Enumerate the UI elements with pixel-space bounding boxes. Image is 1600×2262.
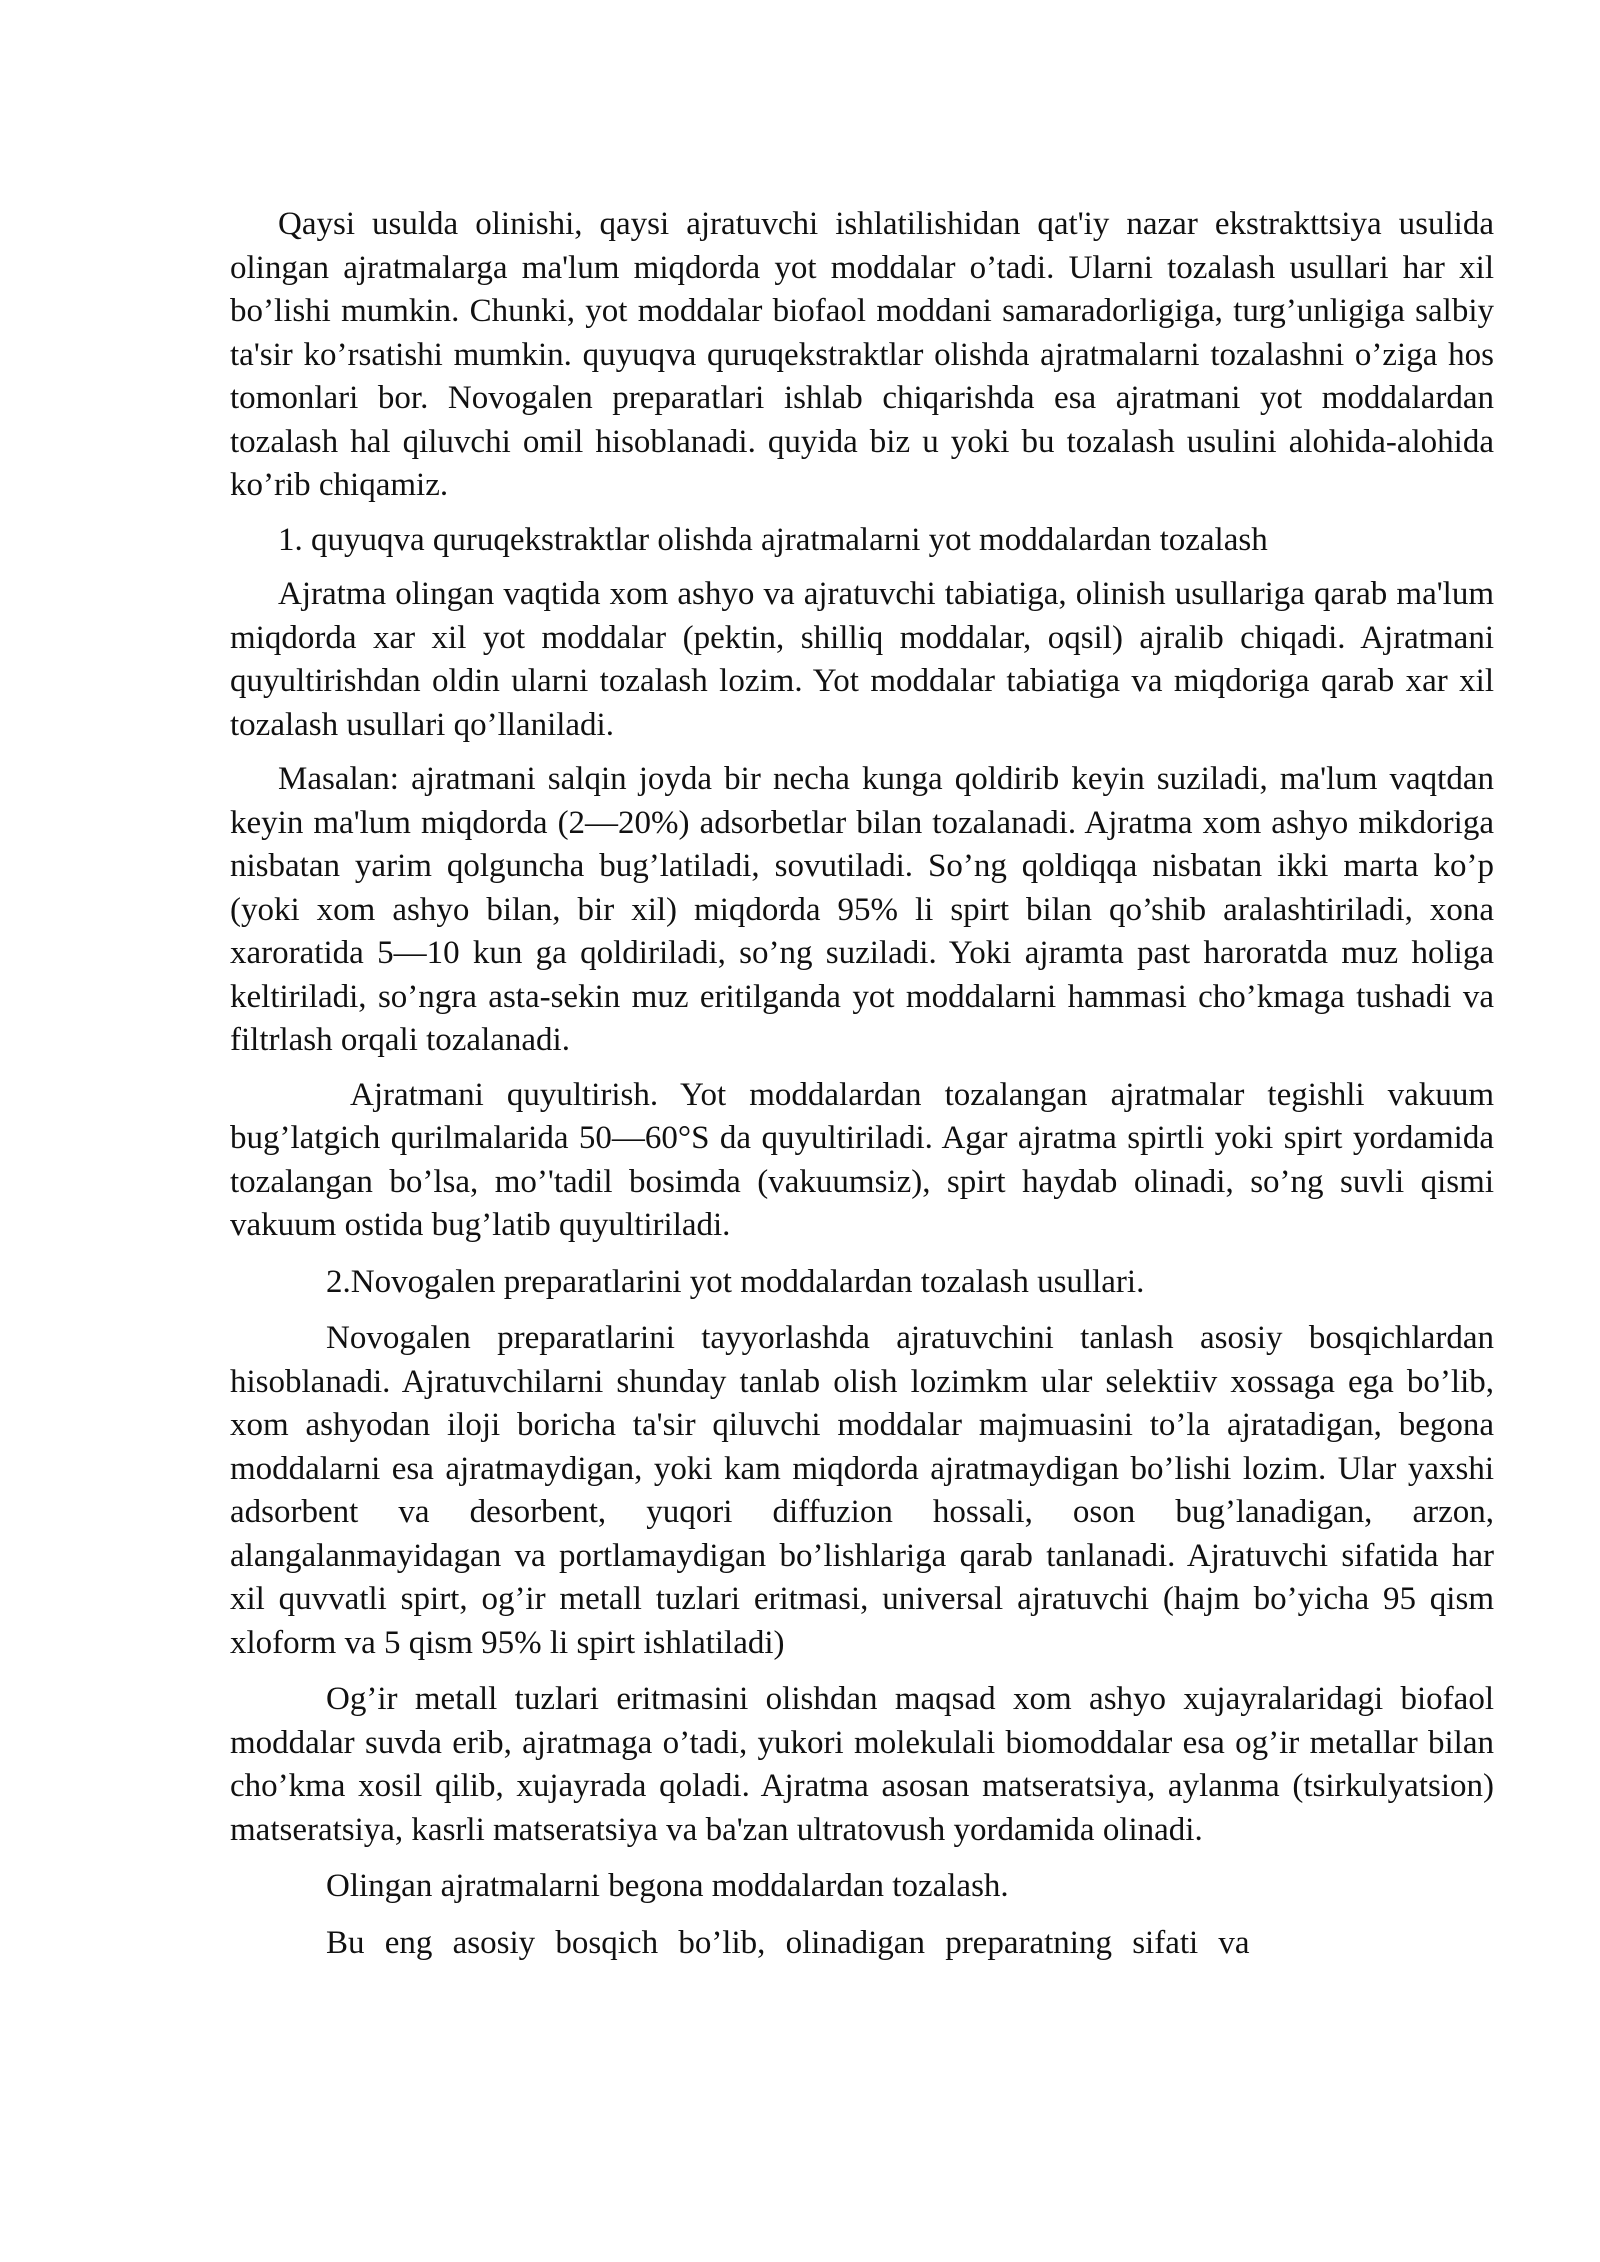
paragraph-impurities: Ajratma olingan vaqtida xom ashyo va ajratuvchi tabiatiga, olinish usullariga qarab ma'lum miqdorda xar xil yot moddalar (pektin, shilliq moddalar, oqsil) ajralib chiqadi. Ajratmani quyultirishdan oldin ularni tozalash lozim. Yot moddalar tabiatiga va miqdoriga qarab xar xil tozalash usullari qo’llaniladi.: [230, 576, 1494, 743]
paragraph-concentration: Ajratmani quyultirish. Yot moddalardan tozalangan ajratmalar tegishli vakuum bug’latgich qurilmalarida 50—60°S da quyultiriladi. Agar ajratma spirtli yoki spirt yordamida tozalangan bo’lsa, mo’'tadil bosimda (vakuumsiz), spirt haydab olinadi, so’ng suvli qismi vakuum ostida bug’latib quyultiriladi.: [230, 1076, 1494, 1243]
paragraph-solvent-selection: Novogalen preparatlarini tayyorlashda ajratuvchini tanlash asosiy bosqichlardan hisoblanadi. Ajratuvchilarni shunday tanlab olish lozimkm ular selektiiv xossaga ega bo’lib, xom ashyodan iloji boricha ta'sir qiluvchi moddalar majmuasini to’la ajratadigan, begona moddalarni esa ajratmaydigan, yoki kam miqdorda ajratmaydigan bo’lishi lozim. Ular yaxshi adsorbent va desorbent, yuqori diffuzion hossali, oson bug’lanadigan, arzon, alangalanmayidagan va portlamaydigan bo’lishlariga qarab tanlanadi. Ajratuvchi sifatida har xil quvvatli spirt, og’ir metall tuzlari eritmasi, universal ajratuvchi (hajm bo’yicha 95 qism xloform va 5 qism 95% li spirt ishlatiladi): [230, 1320, 1494, 1661]
paragraph-example: Masalan: ajratmani salqin joyda bir necha kunga qoldirib keyin suziladi, ma'lum vaqtdan keyin ma'lum miqdorda (2—20%) adsorbetlar bilan tozalanadi. Ajratma xom ashyo mikdoriga nisbatan yarim qolguncha bug’latiladi, sovutiladi. So’ng qoldiqqa nisbatan ikki marta ko’p (yoki xom ashyo bilan, bir xil) miqdorda 95% li spirt bilan qo’shib aralashtiriladi, xona xaroratida 5—10 kun ga qoldiriladi, so’ng suziladi. Yoki ajramta past haroratda muz holiga keltiriladi, so’ngra asta-sekin muz eritilganda yot moddalarni hammasi cho’kmaga tushadi va filtrlash orqali tozalanadi.: [230, 761, 1494, 1058]
section-heading-3: Olingan ajratmalarni begona moddalardan tozalash.: [326, 1868, 1009, 1904]
document-page: [230, 203, 1494, 1965]
paragraph-heavy-metal-salts: Og’ir metall tuzlari eritmasini olishdan maqsad xom ashyo xujayralaridagi biofaol moddalar suvda erib, ajratmaga o’tadi, yukori molekulali biomoddalar esa og’ir metallar bilan cho’kma xosil qilib, xujayrada qoladi. Ajratma asosan matseratsiya, aylanma (tsirkulyatsion) matseratsiya, kasrli matseratsiya va ba'zan ultratovush yordamida olinadi.: [230, 1681, 1494, 1848]
section-heading-1: 1. quyuqva quruqekstraktlar olishda ajratmalarni yot moddalardan tozalash: [278, 521, 1268, 558]
section-heading-2: 2.Novogalen preparatlarini yot moddalardan tozalash usullari.: [326, 1263, 1145, 1300]
paragraph-intro: Qaysi usulda olinishi, qaysi ajratuvchi ishlatilishidan qat'iy nazar ekstrakttsiya usulida olingan ajratmalarga ma'lum miqdorda yot moddalar o’tadi. Ularni tozalash usullari har xil bo’lishi mumkin. Chunki, yot moddalar biofaol moddani samaradorligiga, turg’unligiga salbiy ta'sir ko’rsatishi mumkin. quyuqva quruqekstraktlar olishda ajratmalarni tozalashni o’ziga hos tomonlari bor. Novogalen preparatlari ishlab chiqarishda esa ajratmani yot moddalardan tozalash hal qiluvchi omil hisoblanadi. quyida biz u yoki bu tozalash usulini alohida-alohida ko’rib chiqamiz.: [230, 206, 1494, 503]
paragraph-final-stage: Bu eng asosiy bosqich bo’lib, olinadigan preparatning sifati va: [326, 1924, 1250, 1961]
